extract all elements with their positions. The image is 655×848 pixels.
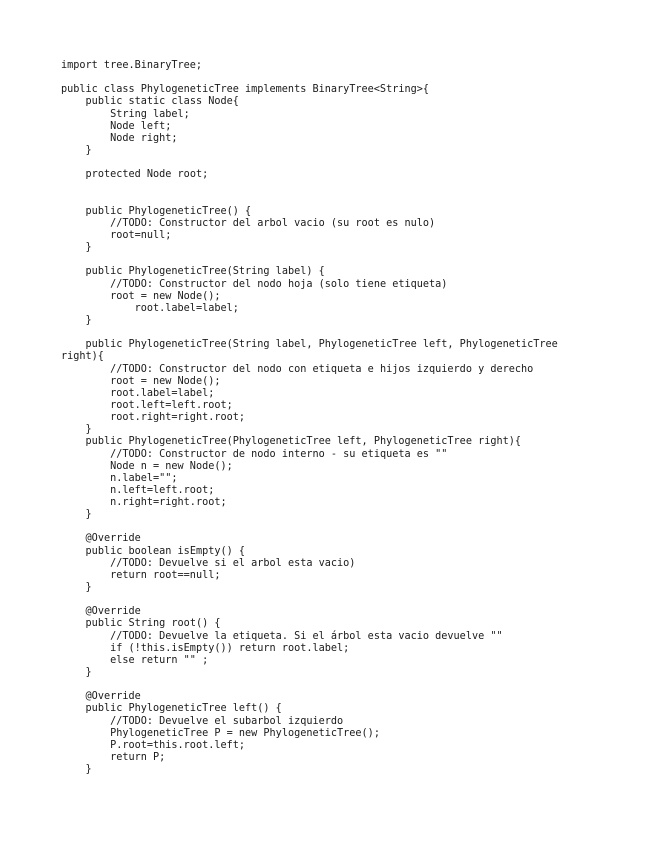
code-line: String label; (61, 108, 190, 120)
code-line: } (61, 667, 92, 679)
code-line: } (61, 314, 92, 326)
code-line: @Override (61, 691, 141, 703)
code-line: root.right=right.root; (61, 412, 246, 424)
code-line: } (61, 509, 92, 521)
code-line: return root==null; (61, 569, 221, 581)
code-line: public PhylogeneticTree left() { (61, 703, 282, 715)
code-line: PhylogeneticTree P = new PhylogeneticTree(); (61, 727, 380, 739)
code-line: //TODO: Constructor del nodo hoja (solo tiene etiqueta) (61, 278, 448, 290)
code-line: root.left=left.root; (61, 399, 233, 411)
code-line: right){ (61, 351, 104, 363)
code-line (61, 594, 646, 606)
code-line: } (61, 144, 92, 156)
code-line: //TODO: Constructor de nodo interno - su etiqueta es "" (61, 448, 448, 460)
code-line: else return "" ; (61, 654, 209, 666)
code-line: //TODO: Devuelve la etiqueta. Si el árbol esta vacio devuelve "" (61, 630, 503, 642)
code-line: public class PhylogeneticTree implements BinaryTree<String>{ (61, 84, 430, 96)
code-line: root = new Node(); (61, 290, 221, 302)
code-line: n.right=right.root; (61, 497, 227, 509)
code-line: //TODO: Devuelve si el arbol esta vacio) (61, 557, 356, 569)
code-line: P.root=this.root.left; (61, 739, 246, 751)
code-line: root = new Node(); (61, 375, 221, 387)
code-line: return P; (61, 752, 166, 764)
code-line: public PhylogeneticTree(String label) { (61, 266, 325, 278)
code-line: //TODO: Constructor del arbol vacio (su root es nulo) (61, 217, 436, 229)
code-line: //TODO: Devuelve el subarbol izquierdo (61, 715, 344, 727)
code-line (61, 157, 646, 169)
code-line: public static class Node{ (61, 96, 239, 108)
code-line (61, 254, 646, 266)
code-line: @Override (61, 533, 141, 545)
code-line: } (61, 242, 92, 254)
code-line: public PhylogeneticTree(PhylogeneticTree left, PhylogeneticTree right){ (61, 436, 522, 448)
code-line: root.label=label; (61, 302, 239, 314)
code-line: n.left=left.root; (61, 484, 215, 496)
code-line: Node left; (61, 120, 172, 132)
code-line: root=null; (61, 229, 172, 241)
code-line: @Override (61, 606, 141, 618)
code-line: public PhylogeneticTree() { (61, 205, 252, 217)
code-line: protected Node root; (61, 169, 209, 181)
code-line (61, 679, 646, 691)
code-line (61, 72, 646, 84)
code-line: public boolean isEmpty() { (61, 545, 246, 557)
code-line: public String root() { (61, 618, 221, 630)
code-line: root.label=label; (61, 387, 215, 399)
code-line: } (61, 424, 92, 436)
code-line (61, 521, 646, 533)
code-listing (61, 60, 646, 776)
code-line: //TODO: Constructor del nodo con etiqueta e hijos izquierdo y derecho (61, 363, 534, 375)
code-line (61, 327, 646, 339)
code-line: } (61, 582, 92, 594)
code-line: public PhylogeneticTree(String label, PhylogeneticTree left, PhylogeneticTree (61, 339, 558, 351)
code-line: import tree.BinaryTree; (61, 60, 203, 71)
code-line (61, 194, 646, 206)
code-line: Node n = new Node(); (61, 460, 233, 472)
code-line: if (!this.isEmpty()) return root.label; (61, 642, 350, 654)
code-line: n.label=""; (61, 472, 178, 484)
code-line (61, 181, 646, 193)
code-line: } (61, 764, 92, 776)
code-line: Node right; (61, 132, 178, 144)
